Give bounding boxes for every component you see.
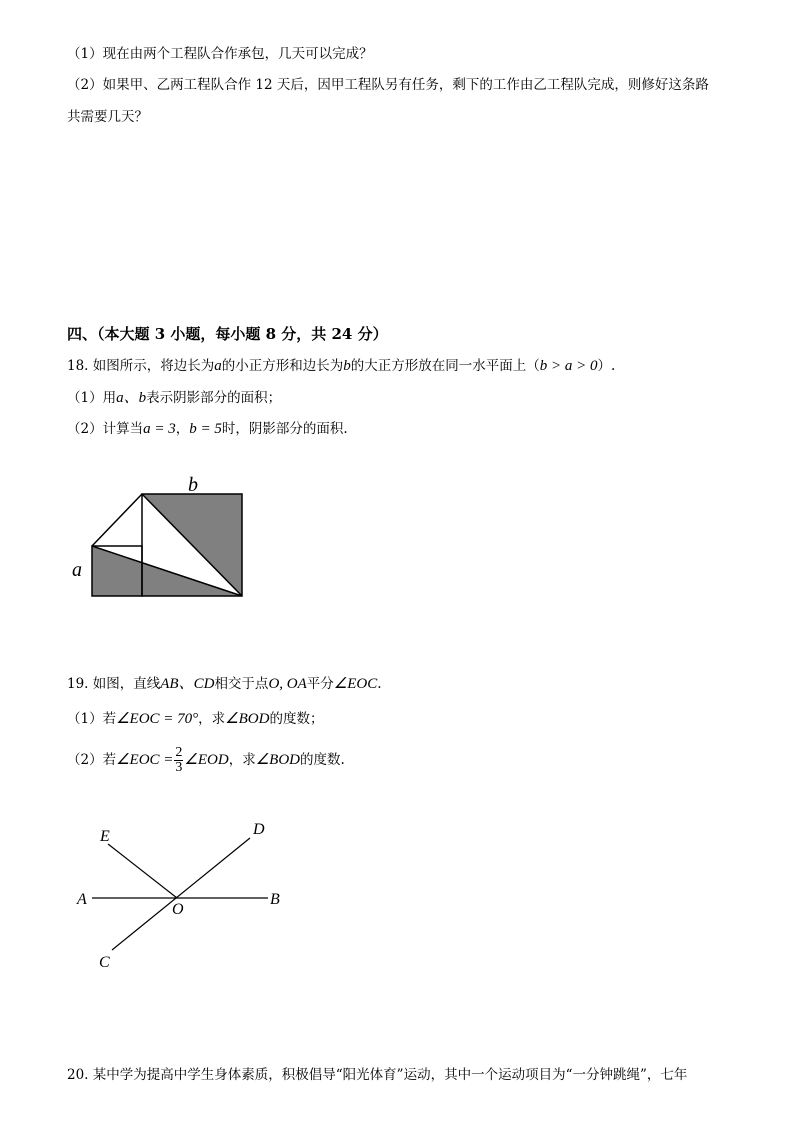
q19-part2-rhs: ∠EOD <box>184 752 229 768</box>
q19-stem-mid2: 平分 <box>306 676 334 692</box>
q18-part2-a: a = 3 <box>143 421 176 437</box>
label-A: A <box>77 891 87 908</box>
q18-squares-figure <box>60 470 260 610</box>
q18-condition: b > a > 0 <box>539 358 598 374</box>
label-a: a <box>72 559 82 581</box>
q19-part2 <box>67 745 345 775</box>
q18-part1 <box>67 388 281 408</box>
label-D: D <box>253 821 265 838</box>
label-O: O <box>172 901 184 918</box>
diagonal-line-1 <box>92 494 142 546</box>
q19-part2-post: ，求 <box>228 752 256 768</box>
q18-var-b: b <box>343 358 351 374</box>
q18-part1-pre: （1）用 <box>67 390 117 406</box>
q18-stem-post: 的大正方形放在同一水平面上（ <box>350 358 540 374</box>
q19-point: O, OA <box>268 676 307 692</box>
q19-part1-cond: ∠EOC = 70° <box>116 711 199 727</box>
q19-part2-end: 的度数. <box>299 752 345 768</box>
q17-part1: （1）现在由两个工程队合作承包，几天可以完成？ <box>67 46 373 62</box>
q18-stem-mid: 的小正方形和边长为 <box>221 358 344 374</box>
q19-stem-mid: 相交于点 <box>214 676 269 692</box>
q19-part1-post: ，求 <box>198 711 226 727</box>
q18-part2 <box>67 419 348 439</box>
fraction-two-thirds <box>174 746 183 775</box>
q18-part2-b: b = 5 <box>189 421 222 437</box>
q19-part1 <box>67 709 323 729</box>
q20-stem: 20. 某中学为提高中学生身体素质，积极倡导“阳光体育”运动，其中一个运动项目为“一分钟跳绳”，七年 <box>67 1067 688 1083</box>
q18-part2-sep: ， <box>175 421 190 437</box>
q19-lines-figure <box>60 810 320 980</box>
label-E: E <box>100 828 110 845</box>
q19-stem-pre: 19. 如图，直线 <box>67 676 161 692</box>
q18-part1-vars: a、b <box>116 390 147 406</box>
q18-part2-post: 时，阴影部分的面积. <box>221 421 348 437</box>
q19-stem-end: . <box>377 676 382 692</box>
label-C: C <box>99 954 110 971</box>
q18-part2-pre: （2）计算当 <box>67 421 144 437</box>
q18-part1-post: 表示阴影部分的面积； <box>146 390 282 406</box>
line-CD <box>112 838 250 950</box>
q18-stem <box>67 356 615 376</box>
ray-OE <box>108 844 177 898</box>
label-B: B <box>270 891 280 908</box>
q17-part2-line1: （2）如果甲、乙两工程队合作 12 天后，因甲工程队另有任务，剩下的工作由乙工程队完成，则修好这条路 <box>67 77 709 93</box>
q19-lines: AB、CD <box>160 676 215 692</box>
q19-part2-pre: （2）若 <box>67 752 117 768</box>
section-heading: 四、（本大题 3 小题，每小题 8 分，共 24 分） <box>67 325 388 343</box>
q19-part2-lhs: ∠EOC = <box>116 752 174 768</box>
q18-stem-pre: 18. 如图所示，将边长为 <box>67 358 215 374</box>
q19-part1-pre: （1）若 <box>67 711 117 727</box>
fraction-denominator: 3 <box>175 760 183 775</box>
q19-part1-target: ∠BOD <box>225 711 270 727</box>
q18-var-a: a <box>214 358 222 374</box>
q18-stem-end: ）. <box>597 358 616 374</box>
q19-angle: ∠EOC <box>333 676 378 692</box>
fraction-numerator: 2 <box>175 745 183 760</box>
q19-part2-target: ∠BOD <box>255 752 300 768</box>
q19-stem <box>67 674 382 694</box>
q17-part2-line2: 共需要几天？ <box>67 109 148 125</box>
label-b: b <box>188 474 198 496</box>
q19-part1-end: 的度数； <box>269 711 324 727</box>
